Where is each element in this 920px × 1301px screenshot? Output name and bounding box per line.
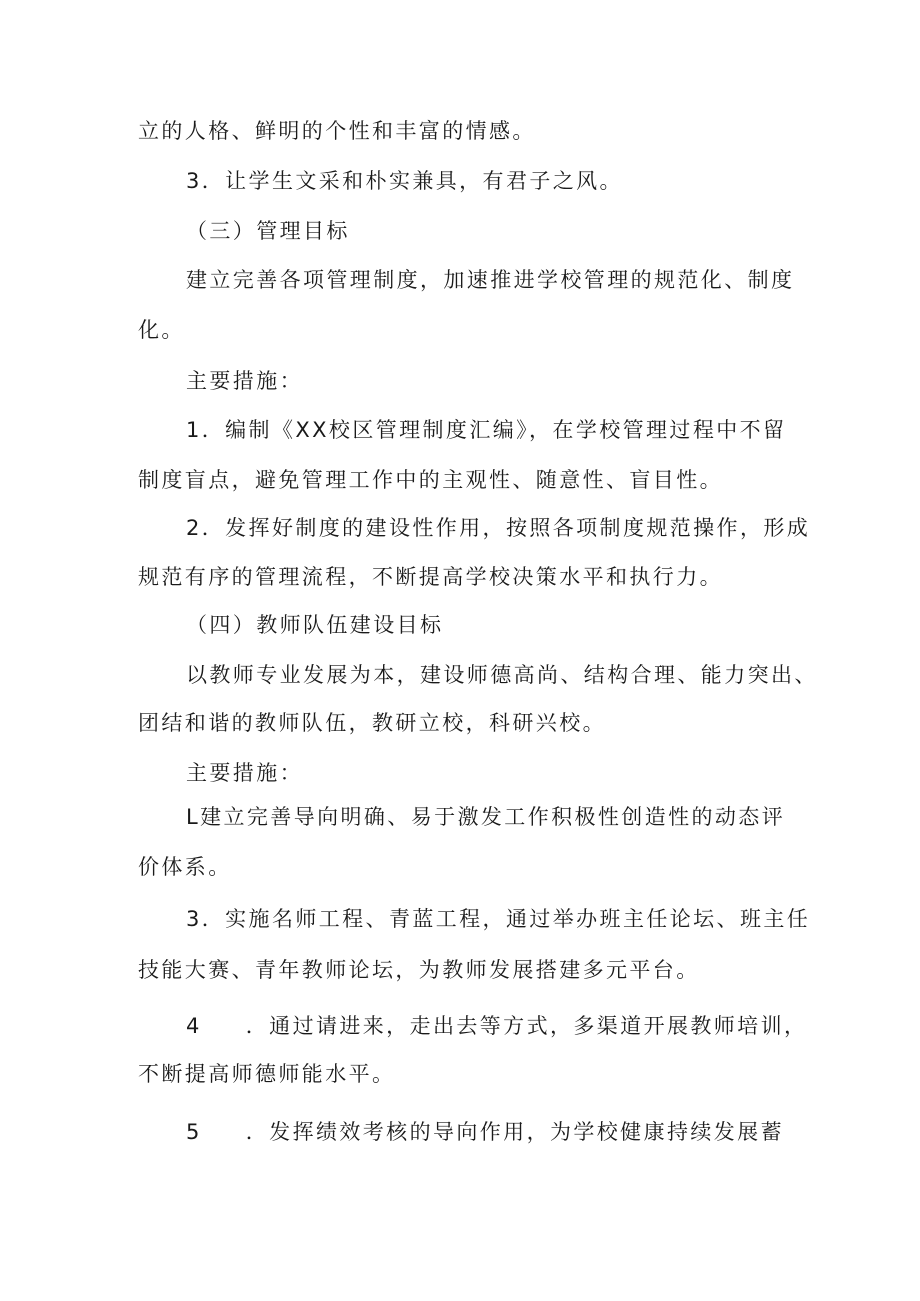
text-line: 不断提高师德师能水平。: [138, 1062, 396, 1086]
text-line: 建立完善各项管理制度，加速推进学校管理的规范化、制度: [186, 268, 795, 292]
list-item-3: 3．实施名师工程、青蓝工程，通过举办班主任论坛、班主任: [186, 907, 811, 931]
text-line: 以教师专业发展为本，建设师德高尚、结构合理、能力突出、: [186, 663, 818, 687]
section-heading-4: （四）教师队伍建设目标: [186, 613, 444, 637]
list-item-5: [186, 1117, 784, 1147]
list-text: ．通过请进来，走出去等方式，多渠道开展教师培训，: [245, 1014, 808, 1038]
list-number: 4: [186, 1014, 202, 1038]
text-line: 规范有序的管理流程，不断提高学校决策水平和执行力。: [138, 565, 723, 589]
list-item-1: L建立完善导向明确、易于激发工作积极性创造性的动态评: [186, 805, 786, 829]
list-number: 5: [186, 1120, 202, 1144]
text-line: 团结和谐的教师队伍，教研立校，科研兴校。: [138, 711, 606, 735]
list-item-1: 1．编制《XX校区管理制度汇编》，在学校管理过程中不留: [186, 418, 787, 442]
list-text: ．发挥绩效考核的导向作用，为学校健康持续发展蓄: [245, 1120, 784, 1144]
measures-heading: 主要措施：: [186, 369, 303, 393]
list-item-3: 3．让学生文采和朴实兼具，有君子之风。: [186, 169, 623, 193]
section-heading-3: （三）管理目标: [186, 219, 350, 243]
text-line: 化。: [138, 318, 185, 342]
text-line: 立的人格、鲜明的个性和丰富的情感。: [138, 119, 536, 143]
text-line: 技能大赛、青年教师论坛，为教师发展搭建多元平台。: [138, 958, 700, 982]
list-item-4: [186, 1011, 807, 1041]
measures-heading: 主要措施：: [186, 761, 303, 785]
list-item-2: 2．发挥好制度的建设性作用，按照各项制度规范操作，形成: [186, 516, 811, 540]
text-line: 制度盲点，避免管理工作中的主观性、随意性、盲目性。: [138, 468, 723, 492]
text-line: 价体系。: [138, 855, 232, 879]
